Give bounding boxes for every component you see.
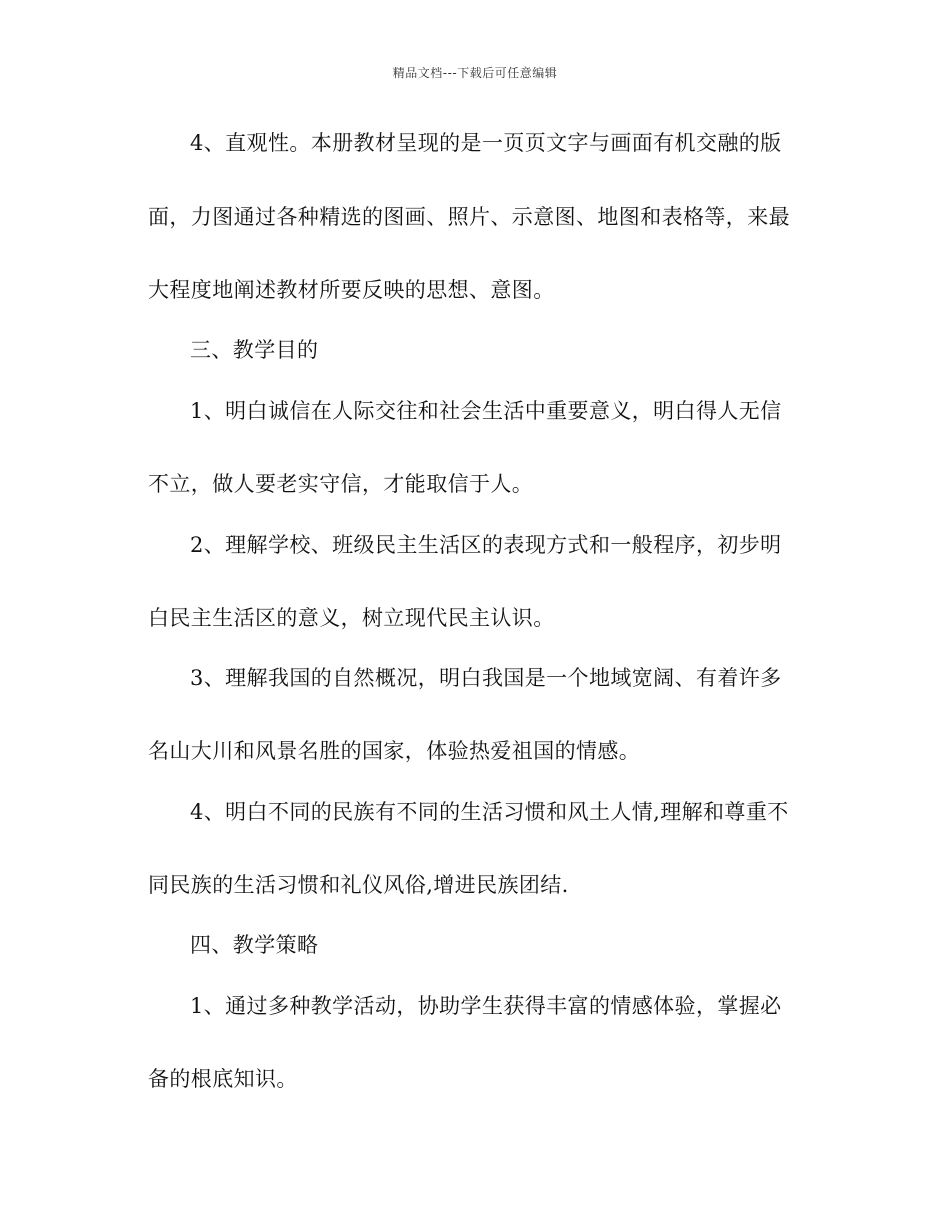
text-line-15: 备的根底知识。	[148, 1067, 298, 1091]
text-line-3: 大程度地阐述教材所要反映的思想、意图。	[148, 278, 555, 302]
text-line-14: 1、通过多种教学活动，协助学生获得丰富的情感体验，掌握必	[190, 994, 782, 1018]
text-line-12: 同民族的生活习惯和礼仪风俗,增进民族团结.	[148, 873, 569, 897]
text-line-7: 2、理解学校、班级民主生活区的表现方式和一般程序，初步明	[190, 533, 782, 557]
text-line-1: 4、直观性。本册教材呈现的是一页页文字与画面有机交融的版	[190, 131, 782, 155]
page-header: 精品文档---下载后可任意编辑	[392, 66, 558, 80]
text-line-2: 面，力图通过各种精选的图画、照片、示意图、地图和表格等，来最	[148, 205, 790, 229]
section-heading-strategies: 四、教学策略	[190, 933, 319, 957]
text-line-10: 名山大川和风景名胜的国家，体验热爱祖国的情感。	[148, 739, 641, 763]
text-line-9: 3、理解我国的自然概况，明白我国是一个地域宽阔、有着许多	[190, 666, 782, 690]
text-line-5: 1、明白诚信在人际交往和社会生活中重要意义，明白得人无信	[190, 399, 782, 423]
text-line-11: 4、明白不同的民族有不同的生活习惯和风土人情,理解和尊重不	[190, 800, 789, 824]
section-heading-objectives: 三、教学目的	[190, 338, 319, 362]
text-line-8: 白民主生活区的意义，树立现代民主认识。	[148, 606, 555, 630]
text-line-6: 不立，做人要老实守信，才能取信于人。	[148, 472, 534, 496]
